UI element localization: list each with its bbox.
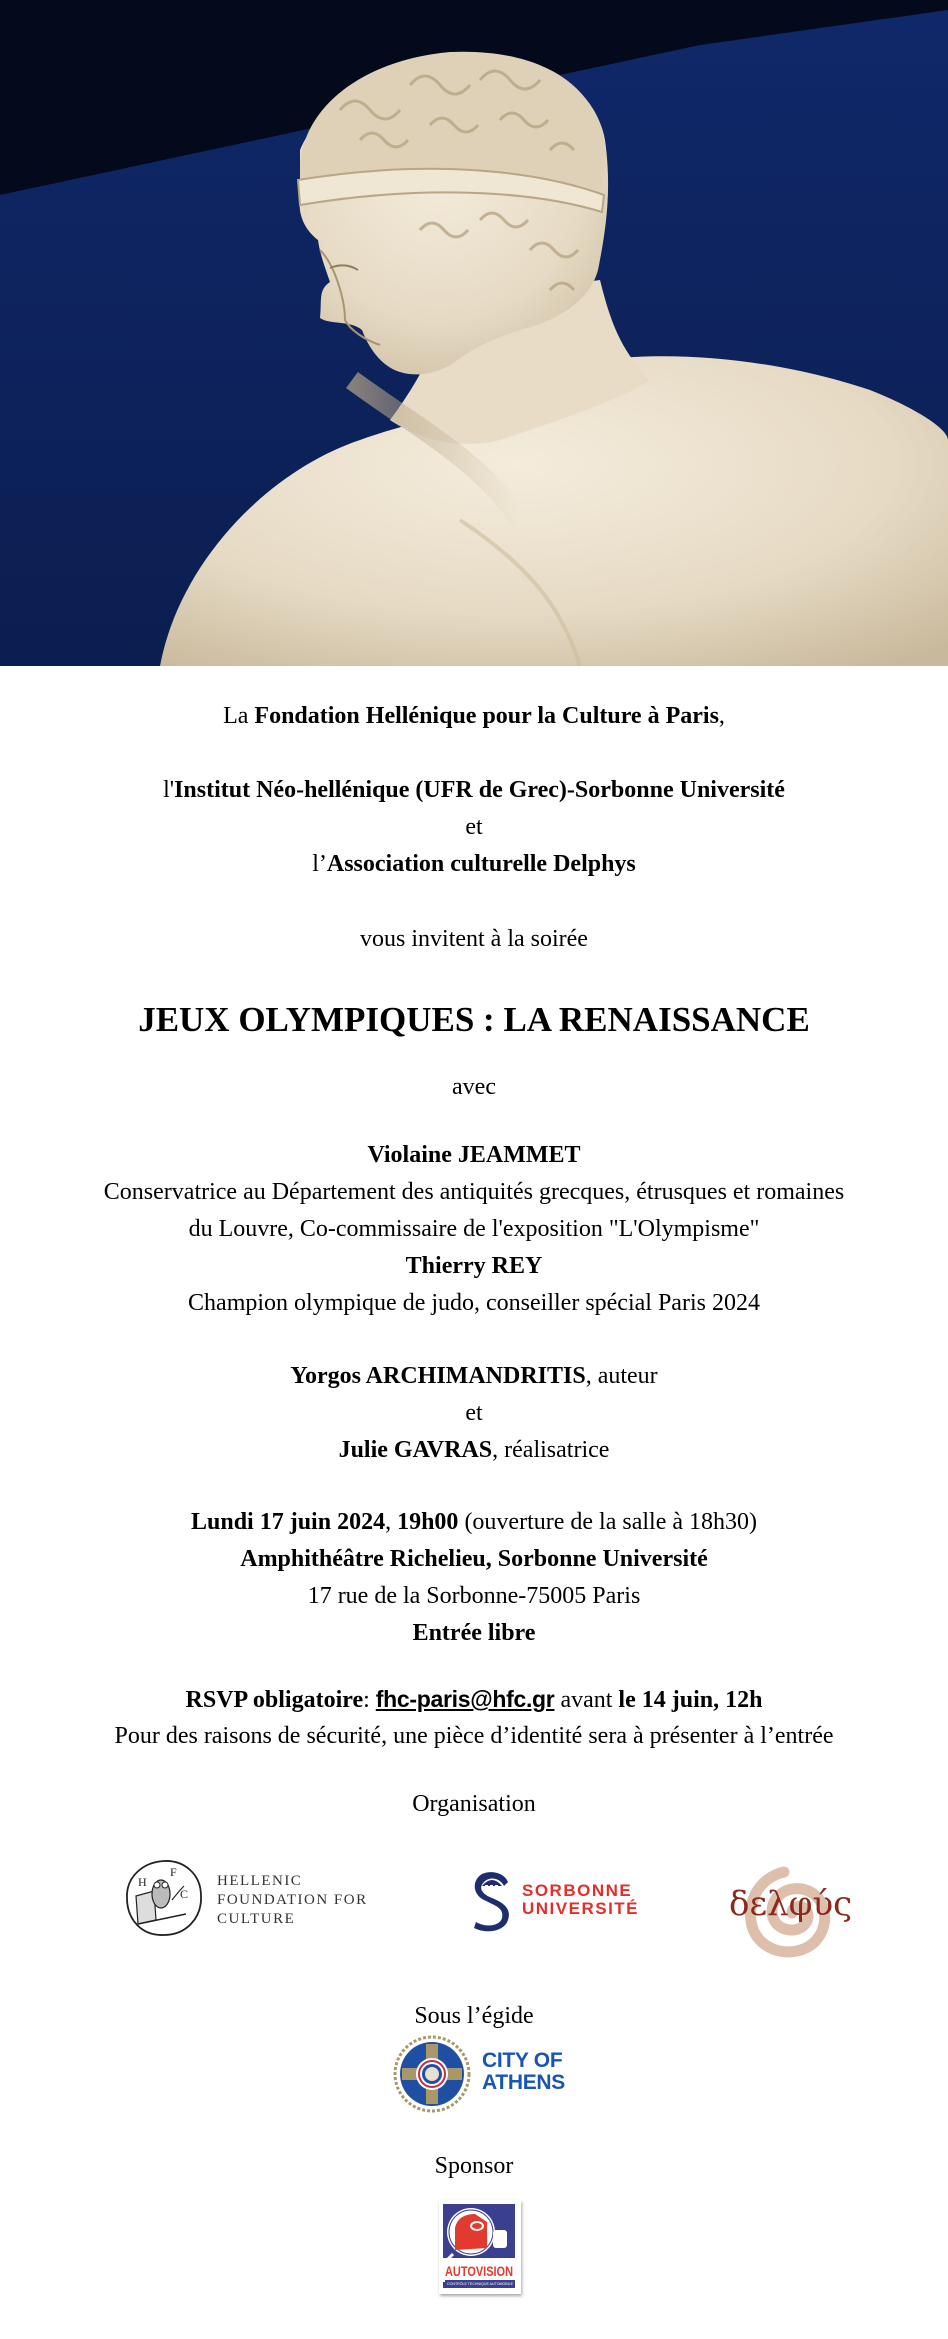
delphys-logo (722, 1858, 862, 1968)
with-label: avec (452, 1074, 496, 1100)
organizer-association-name: Association culturelle Delphys (326, 851, 636, 877)
guest-separator: et (465, 1400, 483, 1426)
hfc-logo (124, 1858, 374, 1938)
text-colon: : (363, 1687, 376, 1713)
athens-text-line: CITY OF (482, 2049, 563, 2072)
sorbonne-text-line: SORBONNE (522, 1881, 633, 1900)
event-title: JEUX OLYMPIQUES : LA RENAISSANCE (138, 1000, 810, 1039)
guest-name: Yorgos ARCHIMANDRITIS (290, 1363, 586, 1389)
organisation-label: Organisation (412, 1791, 536, 1817)
text-la: La (223, 703, 255, 729)
hero-statue-photo (0, 0, 948, 666)
speaker-role: du Louvre, Co-commissaire de l'exposition "L'Olympisme" (188, 1216, 760, 1242)
hfc-text-line: CULTURE (217, 1911, 296, 1927)
text-l: l’ (312, 851, 327, 877)
organizer-line-fondation (0, 702, 948, 730)
guest-line (0, 1362, 948, 1390)
text-comma: , (718, 703, 725, 729)
text-l: l' (163, 777, 175, 803)
event-opening-time: (ouverture de la salle à 18h30) (458, 1509, 757, 1535)
event-entry: Entrée libre (412, 1620, 536, 1646)
patronage-label: Sous l’égide (414, 2003, 534, 2029)
svg-text:H: H (138, 1875, 147, 1889)
autovision-logo (439, 2200, 521, 2294)
delphys-greek-text: δελφύς (729, 1884, 853, 1924)
guest-role: , réalisatrice (492, 1437, 610, 1463)
athens-seal-icon (394, 2036, 474, 2112)
autovision-tagline: CONTRÔLE TECHNIQUE AUTOMOBILE (447, 2281, 514, 2286)
rsvp-deadline: le 14 juin, 12h (618, 1687, 763, 1713)
hfc-text-line: HELLENIC (217, 1873, 303, 1889)
speaker-name: Violaine JEAMMET (367, 1142, 581, 1168)
event-date: Lundi 17 juin 2024 (191, 1509, 386, 1535)
sorbonne-logo (470, 1868, 650, 1932)
security-note: Pour des raisons de sécurité, une pièce d’identité sera à présenter à l’entrée (114, 1723, 834, 1749)
sponsor-label: Sponsor (434, 2153, 514, 2179)
autovision-car-icon (439, 2200, 521, 2294)
statue-illustration (0, 0, 948, 666)
guest-line (0, 1436, 948, 1464)
organizer-line-institut (0, 776, 948, 804)
guest-role: , auteur (585, 1363, 658, 1389)
invite-text: vous invitent à la soirée (360, 926, 588, 952)
rsvp-label: RSVP obligatoire (185, 1687, 364, 1713)
organizer-institut-name: Institut Néo-hellénique (UFR de Grec)-Sorbonne Université (174, 777, 785, 803)
event-time: 19h00 (397, 1509, 459, 1535)
rsvp-line (0, 1685, 948, 1714)
rsvp-email-link[interactable]: fhc-paris@hfc.gr (375, 1686, 555, 1712)
event-address: 17 rue de la Sorbonne-75005 Paris (307, 1583, 641, 1609)
hfc-text-line: FOUNDATION FOR (217, 1892, 368, 1908)
organizer-line-association (0, 850, 948, 878)
event-venue: Amphithéâtre Richelieu, Sorbonne Université (240, 1546, 708, 1572)
city-of-athens-logo (394, 2036, 574, 2112)
sorbonne-text-line: UNIVERSITÉ (522, 1899, 640, 1918)
speaker-role: Conservatrice au Département des antiquités grecques, étrusques et romaines (103, 1179, 845, 1205)
guest-name: Julie GAVRAS (338, 1437, 493, 1463)
speaker-name: Thierry REY (405, 1253, 543, 1279)
athens-text-line: ATHENS (482, 2071, 565, 2094)
svg-text:F: F (170, 1865, 177, 1879)
organizer-fondation-name: Fondation Hellénique pour la Culture à Paris (254, 703, 719, 729)
hfc-owl-coin-icon (124, 1858, 204, 1938)
speaker-role: Champion olympique de judo, conseiller spécial Paris 2024 (188, 1290, 760, 1316)
organizer-line-et: et (465, 814, 483, 840)
event-datetime (0, 1508, 948, 1536)
svg-text:C: C (180, 1887, 189, 1901)
sorbonne-s-dome-icon (470, 1868, 514, 1932)
text-before: avant (554, 1687, 619, 1713)
autovision-name: AUTOVISION (445, 2263, 513, 2279)
text-comma: , (385, 1509, 398, 1535)
